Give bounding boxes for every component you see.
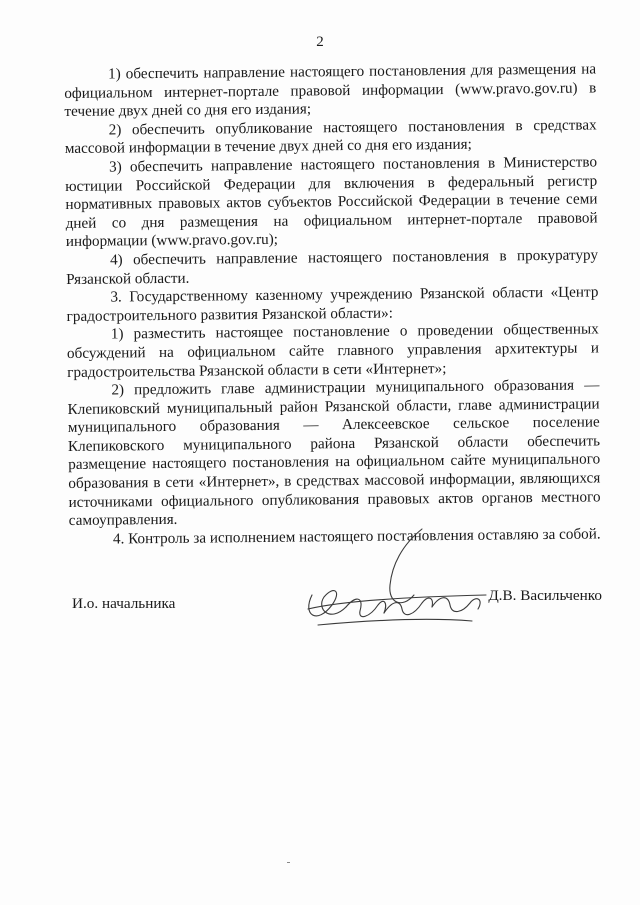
paragraph: 4) обеспечить направление настоящего постановления в прокуратуру Рязанской области. (66, 246, 599, 288)
signatory-position: И.о. начальника (72, 595, 176, 612)
paragraph: 2) обеспечить опубликование настоящего постановления в средствах массовой информации в течение двух дней со дня его издания; (64, 116, 597, 158)
paragraph: 1) разместить настоящее постановление о проведении общественных обсуждений на официальном сайте главного управления архитектуры и градостроительства Рязанской области в сети «Интернет»; (66, 320, 600, 381)
paragraph: 3. Государственному казенному учреждению Рязанской области «Центр градостроительного развития Рязанской области»: (66, 283, 599, 325)
paragraph: 4. Контроль за исполнением настоящего постановления оставляю за собой. (112, 525, 601, 548)
signature-block (72, 585, 602, 645)
page-number: 2 (316, 34, 324, 50)
handwritten-signature (272, 525, 512, 645)
document-body (64, 60, 601, 549)
paragraph: 3) обеспечить направление настоящего постановления в Министерство юстиции Российской Федерации для включения в федеральный регистр нормативных правовых актов субъектов Российской Федерации в течение семи дней со дня размещения на официальном интернет-портале правовой информации (www.pravo.gov.ru); (65, 153, 598, 251)
signatory-name: Д.В. Васильченко (488, 587, 602, 604)
paragraph: 1) обеспечить направление настоящего постановления для размещения на официальном интернет-портале правовой информации (www.pravo.gov.ru) в течение двух дней со дня его издания; (64, 60, 597, 121)
scan-speck (287, 862, 290, 863)
paragraph: 2) предложить главе администрации муниципального образования — Клепиковский муниципальный район Рязанской области, главе администрации муниципального образования — Алексеевское сельское поселение Клепиковского муниципального района Рязанской области обеспечить размещение настоящего постановления на официальном сайте муниципального образования в сети «Интернет», в средствах массовой информации, являющихся источниками официального опубликования правовых актов органов местного самоуправления. (67, 376, 601, 530)
